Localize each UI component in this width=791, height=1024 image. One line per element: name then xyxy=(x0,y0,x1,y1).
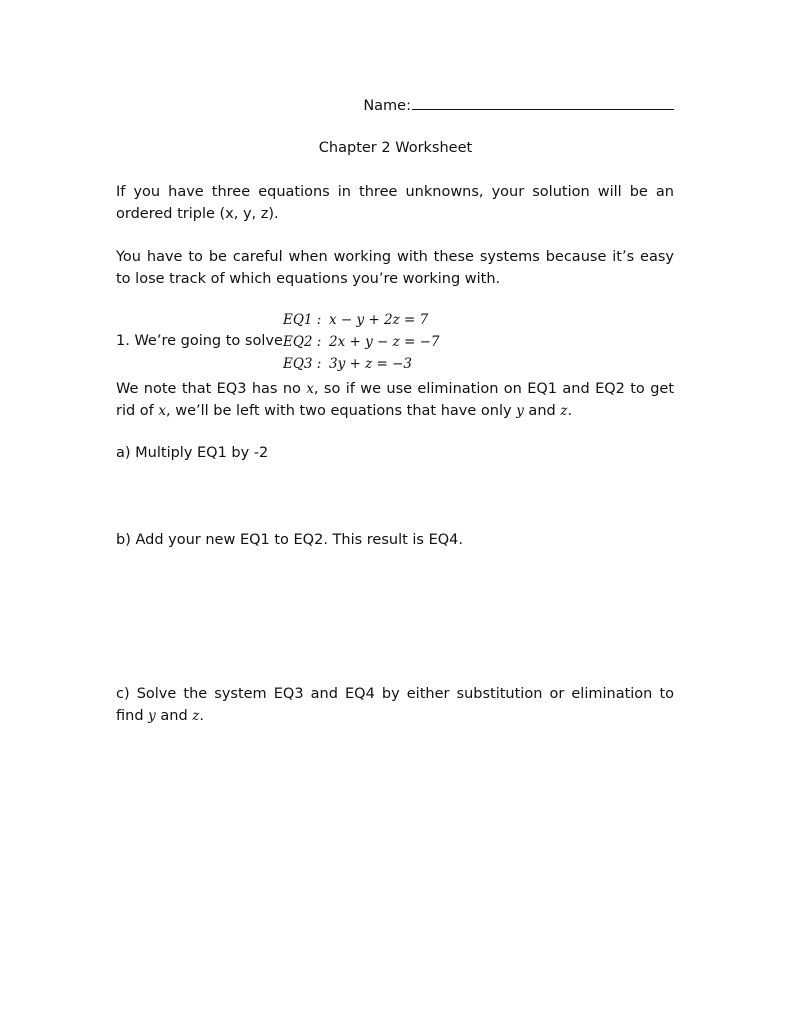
problem-1-lead: 1. We’re going to solve xyxy=(116,333,283,349)
question-b: b) Add your new EQ1 to EQ2. This result is EQ4. xyxy=(116,532,464,548)
equation-expression: x − y + 2z = 7 xyxy=(329,312,429,328)
question-text: c) Solve the system EQ3 and EQ4 by either substitution or elimination to find xyxy=(116,686,674,724)
equation-label: EQ2 : xyxy=(283,334,322,350)
equation-system xyxy=(283,309,440,375)
note-text: , so if we use elimination on EQ1 and EQ2 to get rid of xyxy=(116,381,674,419)
equation-label: EQ3 : xyxy=(283,356,322,372)
note-text: . xyxy=(567,403,573,419)
math-variable: z xyxy=(560,403,568,419)
math-variable: y xyxy=(516,403,524,419)
question-text: and xyxy=(155,708,193,724)
equation-expression: 3y + z = −3 xyxy=(329,356,413,372)
equation-expression: 2x + y − z = −7 xyxy=(329,334,440,350)
intro-paragraph-2: You have to be careful when working with these systems because it’s easy to lose track of which equations you’re working with. xyxy=(116,249,674,287)
name-field[interactable] xyxy=(363,95,674,114)
note-text: We note that EQ3 has no xyxy=(116,381,307,397)
name-label: Name: xyxy=(363,98,411,114)
math-variable: x xyxy=(306,381,314,397)
note-text: and xyxy=(523,403,561,419)
problem-1-note xyxy=(116,378,674,422)
math-variable: x xyxy=(158,403,167,419)
name-blank-line[interactable] xyxy=(412,95,674,110)
equation-row-3 xyxy=(283,353,440,375)
question-a: a) Multiply EQ1 by -2 xyxy=(116,445,269,461)
equation-label: EQ1 : xyxy=(283,312,322,328)
equation-row-1 xyxy=(283,309,440,331)
note-text: , we’ll be left with two equations that have only xyxy=(166,403,517,419)
page-title: Chapter 2 Worksheet xyxy=(318,140,473,156)
math-variable: y xyxy=(148,708,156,724)
intro-paragraph-1: If you have three equations in three unknowns, your solution will be an ordered triple (x, y, z). xyxy=(116,184,674,222)
question-c xyxy=(116,683,674,727)
question-text: . xyxy=(199,708,205,724)
math-variable: z xyxy=(192,708,200,724)
equation-row-2 xyxy=(283,331,440,353)
